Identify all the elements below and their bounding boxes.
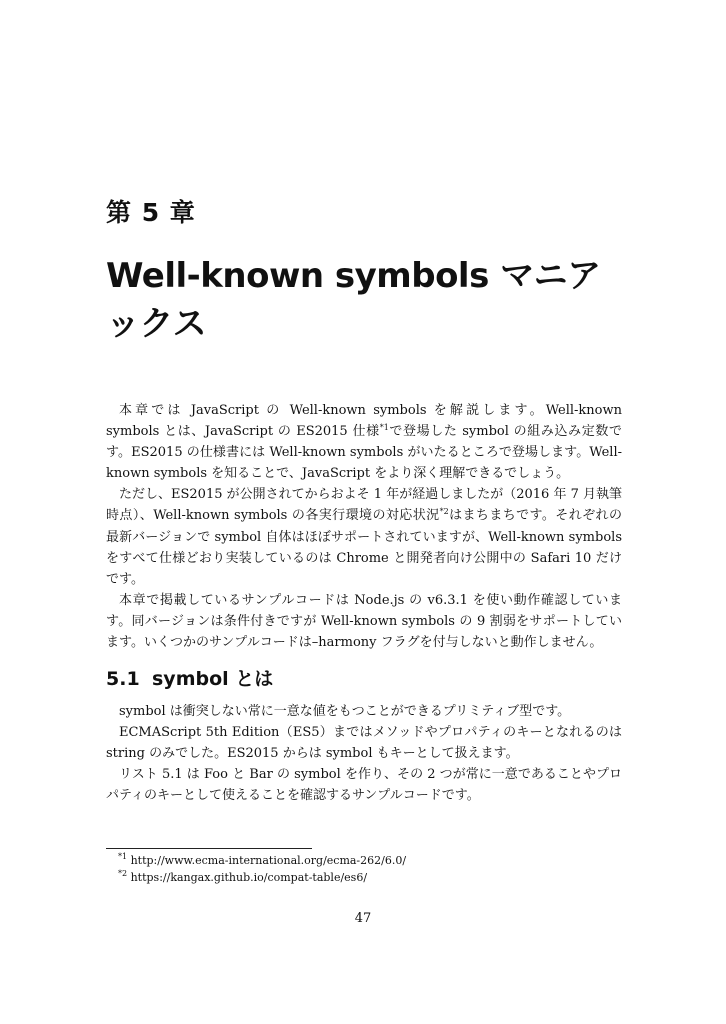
section-paragraph-2: ECMAScript 5th Edition（ES5）まではメソッドやプロパティのキーとなれるのは string のみでした。ES2015 からは symbol もキーとして扱えます。 [106,725,622,762]
intro-paragraph-1-text: 本章では JavaScript の Well-known symbols を解説します。Well-known symbols とは、JavaScript の ES2015 仕様 [106,403,622,440]
intro-paragraph-1-tail: で登場した symbol の組み込み定数です。ES2015 の仕様書には Well-known symbols がいたるところで登場します。Well-known symbols を知ることで、JavaScript をより深く理解できるでしょう。 [106,424,622,482]
intro-paragraph-2-tail: はまちまちです。それぞれの最新バージョンで symbol 自体はほぼサポートされていますが、Well-known symbols をすべて仕様どおり実装しているのは Chrome と開発者向け公開中の Safari 10 だけです。 [106,508,622,587]
section-heading [106,664,273,691]
chapter-label: 第 5 章 [106,198,196,227]
footnote-2-mark: *2 [118,869,128,878]
footnote-ref-1: *1 [379,423,389,433]
footnote-ref-2: *2 [439,507,449,517]
section-paragraph-1: symbol は衝突しない常に一意な値をもつことができるプリミティブ型です。 [119,704,571,719]
page-number: 47 [354,911,372,926]
footnote-1-url[interactable]: http://www.ecma-international.org/ecma-262/6.0/ [130,854,407,867]
footnote-2 [118,869,406,886]
intro-paragraph-3: 本章で掲載しているサンプルコードは Node.js の v6.3.1 を使い動作確認しています。同バージョンは条件付きですが Well-known symbols の 9 割弱をサポートしています。いくつかのサンプルコードは–harmony フラグを付与しないと動作しません。 [106,592,622,651]
footnotes [118,852,406,886]
footnote-1 [118,852,406,869]
section-title: symbol とは [152,668,274,690]
intro-paragraph-2 [106,484,622,589]
chapter-title: Well-known symbols マニアックス [106,256,601,344]
section-paragraph-3: リスト 5.1 は Foo と Bar の symbol を作り、その 2 つが常に一意であることやプロパティのキーとして使えることを確認するサンプルコードです。 [106,767,622,804]
section-body [106,701,622,806]
footnote-1-mark: *1 [118,852,128,861]
section-number: 5.1 [106,668,140,690]
intro-paragraph-2-text: ただし、ES2015 が公開されてからおよそ 1 年が経過しましたが（2016 年 7 月執筆時点）、Well-known symbols の各実行環境の対応状況 [106,487,622,524]
footnote-divider [106,848,312,849]
footnote-2-url[interactable]: https://kangax.github.io/compat-table/es6/ [130,871,368,884]
intro-text [106,400,622,653]
intro-paragraph-1 [106,400,622,484]
